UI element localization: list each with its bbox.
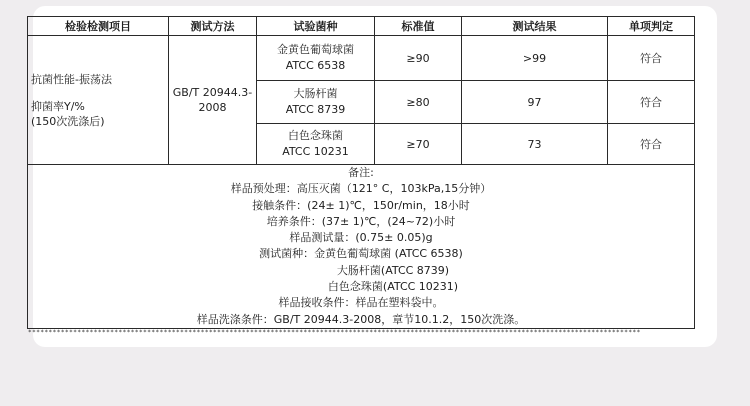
table-header-row	[28, 17, 695, 36]
header-result: 测试结果	[462, 17, 608, 36]
test-item-condition: (150次洗涤后)	[31, 114, 105, 128]
note-culture-conditions: 培养条件：(37± 1)℃，(24~72)小时	[266, 214, 456, 228]
strain-code: ATCC 8739	[285, 103, 346, 116]
header-method: 测试方法	[169, 17, 257, 36]
header-item: 检验检测项目	[28, 17, 169, 36]
result-value: >99	[462, 36, 608, 81]
strain-cell	[257, 81, 375, 124]
result-value: 97	[462, 81, 608, 124]
strain-code: ATCC 6538	[285, 59, 346, 72]
notes-cell	[28, 165, 695, 329]
test-item-cell	[28, 36, 169, 165]
note-test-strains: 测试菌种：金黄色葡萄球菌 (ATCC 6538)	[259, 247, 463, 261]
strain-name: 白色念珠菌	[288, 129, 343, 142]
header-verdict: 单项判定	[608, 17, 695, 36]
header-strain: 试验菌种	[257, 17, 375, 36]
verdict-value: 符合	[608, 81, 695, 124]
table-row	[28, 36, 695, 81]
verdict-value: 符合	[608, 124, 695, 165]
test-item-name: 抗菌性能-振荡法	[31, 72, 112, 86]
test-report-table	[27, 16, 695, 329]
note-sample-amount: 样品测试量：(0.75± 0.05)g	[289, 231, 433, 245]
strain-cell	[257, 124, 375, 165]
note-pretreatment: 样品预处理：高压灭菌（121° C，103kPa,15分钟）	[230, 182, 492, 196]
note-strain-2: 大肠杆菌(ATCC 8739)	[336, 263, 450, 277]
standard-value: ≥70	[375, 124, 462, 165]
stamp-mark	[690, 186, 718, 320]
note-wash-conditions: 样品洗涤条件：GB/T 20944.3-2008，章节10.1.2，150次洗涤。	[196, 312, 526, 326]
note-strain-3: 白色念珠菌(ATCC 10231)	[327, 280, 459, 294]
strain-cell	[257, 36, 375, 81]
note-receive-conditions: 样品接收条件：样品在塑料袋中。	[278, 296, 444, 310]
report-end-separator: *****************************************************************************************************************************************************	[28, 329, 641, 336]
notes-title: 备注:	[348, 166, 374, 179]
test-item-metric: 抑菌率Y/%	[31, 99, 85, 113]
standard-value: ≥90	[375, 36, 462, 81]
strain-code: ATCC 10231	[282, 145, 349, 158]
standard-value: ≥80	[375, 81, 462, 124]
strain-name: 大肠杆菌	[293, 87, 338, 100]
note-contact-conditions: 接触条件：(24± 1)℃，150r/min，18小时	[252, 198, 470, 212]
result-value: 73	[462, 124, 608, 165]
verdict-value: 符合	[608, 36, 695, 81]
test-method-cell: GB/T 20944.3-2008	[169, 36, 257, 165]
notes-row	[28, 165, 695, 329]
header-standard: 标准值	[375, 17, 462, 36]
strain-name: 金黄色葡萄球菌	[277, 43, 354, 56]
